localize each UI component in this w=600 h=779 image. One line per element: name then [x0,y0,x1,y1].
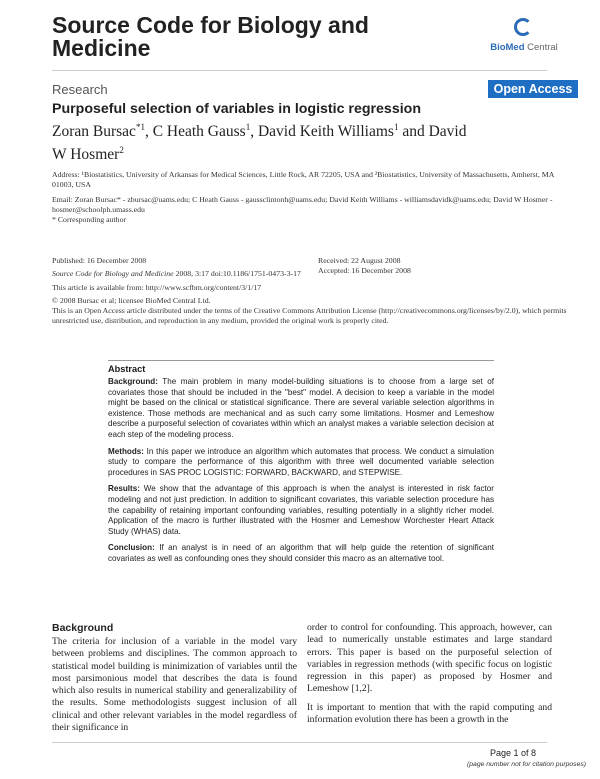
author-name[interactable]: David W Hosmer [52,123,467,164]
open-access-badge[interactable]: Open Access [488,80,578,98]
abstract-conclusion: Conclusion: If an analyst is in need of an algorithm that will help guide the retention of significant covariates as well as confounding ones they should consider this macro as an alternative tool. [108,543,494,563]
author-list: Zoran Bursac$^{*1}$, C Heath Gauss$^1$, David Keith Williams$^1$ and David W Hosmer$^2$ [52,122,467,164]
author-affiliation: 1 [393,122,399,132]
received-date: Received: 22 August 2008 [318,256,401,265]
section-type: Research [52,82,108,97]
abstract-results: Results: We show that the advantage of this approach is when the analyst is interested in risk factor modeling and not just prediction. In addition to significant covariates, this variable selection procedure has the capability of retaining important confounding variables, resulting potentially in a slightly richer model. Application of the macro is further illustrated with the Hosmer and Lemeshow Worchester Heart Attack Study (WHAS) data. [108,484,494,536]
license-text[interactable]: This is an Open Access article distributed under the terms of the Creative Commons Attribution License (http://creativecommons.org/licenses/by/2.0), which permits unrestricted use, distribution, and reproduction in any medium, provided the original work is properly cited. [52,306,567,326]
page-number-note: (page number not for citation purposes) [467,761,587,768]
corresponding-author-note: * Corresponding author [52,215,127,224]
citation-journal: Source Code for Biology and Medicine [52,269,174,278]
author-affiliation: 2 [119,145,124,156]
publisher-suffix: Central [524,42,558,53]
abstract-label: Methods: [108,446,144,456]
abstract-label: Results: [108,484,140,494]
publisher-name: BioMed [490,42,525,53]
body-paragraph: order to control for confounding. This approach, however, can lead to numerically unstable estimates and large standard errors. This paper is based on the purposeful selection of variables in regression methods (with specific focus on logistic regression in this paper) as proposed by Hosmer and Lemeshow [1,2]. [307,622,552,695]
body-paragraph: The criteria for inclusion of a variable in the model vary between problems and disciplines. The common approach to statistical model building is minimization of variables until the most parsimonious model that describes the data is found which also results in numerical stability and generalizability of the results. Some methodologists suggest inclusion of all clinical and other relevant variables in the model regardless of their significance in [52,636,297,734]
abstract-label: Background: [108,377,158,386]
paper-title: Purposeful selection of variables in logistic regression [52,101,421,117]
body-left-column [52,636,297,740]
footer-divider [52,742,547,743]
article-url[interactable]: This article is available from: http://www.scfbm.org/content/3/1/17 [52,283,262,292]
body-paragraph: It is important to mention that with the rapid computing and information evolution there has been a growth in the [307,701,552,726]
section-heading-background: Background [52,622,114,634]
abstract [108,360,494,590]
abstract-label: Conclusion: [108,543,155,553]
accepted-date: Accepted: 16 December 2008 [318,266,411,275]
affiliation-address: Address: ¹Biostatistics, University of Arkansas for Medical Sciences, Little Rock, AR 72205, USA and ²Biostatistics, University of Massachusetts, Amherst, MA 01003, USA [52,170,554,190]
body-right-column [307,622,552,732]
copyright-line: © 2008 Bursac et al; licensee BioMed Central Ltd. [52,296,211,305]
journal-title: Source Code for Biology and Medicine [52,12,369,61]
publisher-logo[interactable] [484,18,564,62]
header-divider [52,70,547,71]
abstract-background: Background: The main problem in many model-building situations is to choose from a large set of covariates those that should be included in the "best" model. A decision to keep a variable in the model might be based on the clinical or statistical significance. There are several variable selection algorithms in existence. Those methods are mechanical and as such carry some limitations. Hosmer and Lemeshow describe a purposeful selection of covariates within which an analyst makes a variable selection decision at each step of the modeling process. [108,377,494,439]
author-emails[interactable]: Email: Zoran Bursac* - zbursac@uams.edu; C Heath Gauss - gaussclintonh@uams.edu; David Keith Williams - williamsdavidk@uams.edu; David W Hosmer - hosmer@schoolph.umass.edu [52,195,553,215]
author-name[interactable]: Zoran Bursac [52,123,136,141]
abstract-methods: Methods: In this paper we introduce an algorithm which automates that process. We conduct a simulation study to compare the performance of this algorithm with three well documented variable selection procedures in SAS PROC LOGISTIC: FORWARD, BACKWARD, and STEPWISE. [108,446,494,477]
author-name[interactable]: C Heath Gauss [152,123,246,141]
author-affiliation: 1 [245,122,251,132]
page-number: Page 1 of 8 [490,748,537,758]
citation [52,269,312,279]
abstract-heading: Abstract [108,360,494,374]
author-affiliation: *1 [135,122,145,132]
biomed-central-logo-icon [514,18,532,36]
citation-doi[interactable]: 2008, 3:17 doi:10.1186/1751-0473-3-17 [173,269,301,278]
published-date: Published: 16 December 2008 [52,256,147,265]
author-name[interactable]: David Keith Williams [257,123,394,141]
